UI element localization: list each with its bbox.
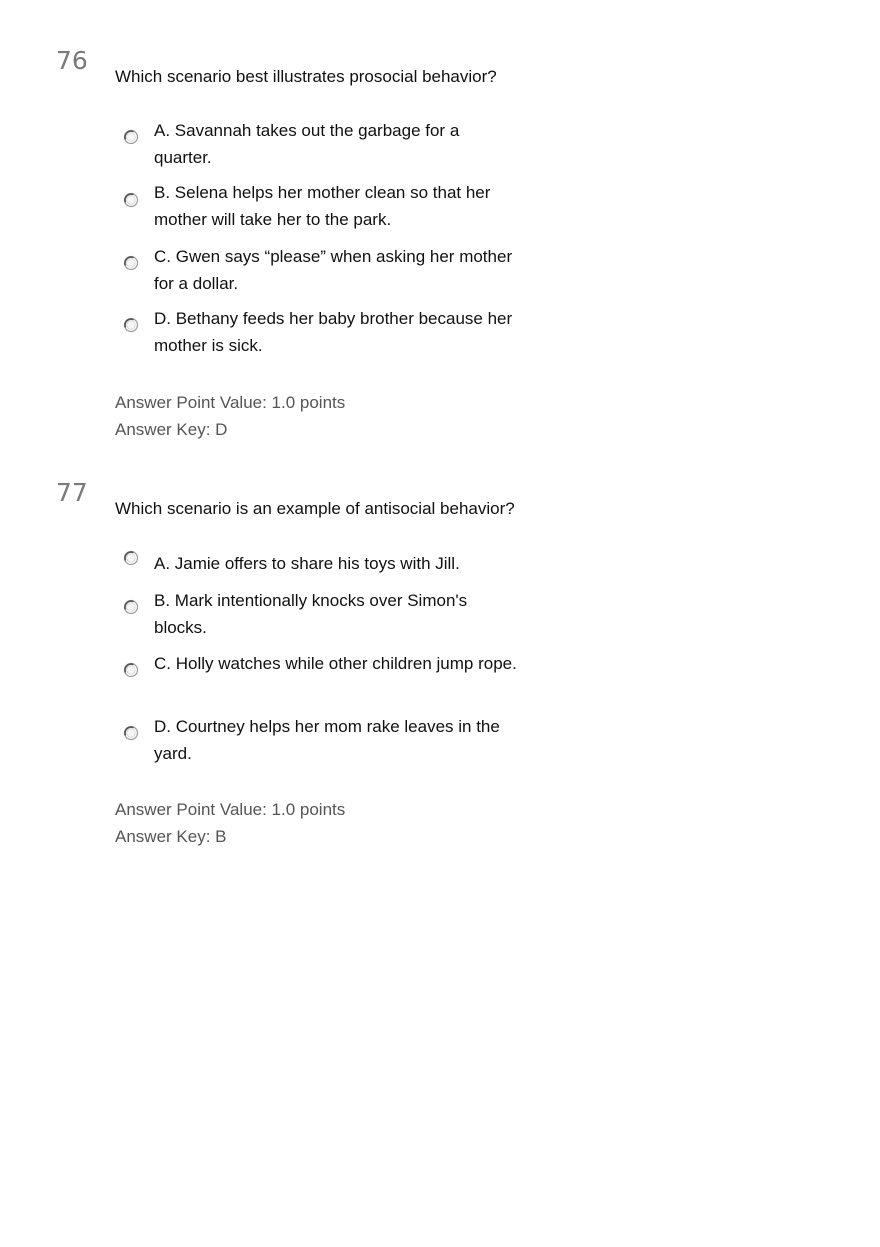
- radio-button-icon[interactable]: [123, 550, 139, 566]
- question-text: Which scenario is an example of antisocial behavior?: [115, 499, 515, 518]
- option-label: D. Courtney helps her mom rake leaves in the yard.: [154, 717, 500, 763]
- radio-button-icon[interactable]: [123, 255, 139, 271]
- option-label: A. Jamie offers to share his toys with Jill.: [154, 554, 460, 573]
- answer-point-value: Answer Point Value: 1.0 points: [115, 800, 346, 819]
- option-label: C. Gwen says “please” when asking her mother for a dollar.: [154, 247, 513, 293]
- option-label: D. Bethany feeds her baby brother because her mother is sick.: [154, 309, 513, 355]
- question-number: 77: [56, 478, 88, 507]
- question-number: 76: [56, 46, 88, 75]
- radio-button-icon[interactable]: [123, 662, 139, 678]
- answer-key: Answer Key: D: [115, 420, 228, 439]
- radio-button-icon[interactable]: [123, 317, 139, 333]
- option-label: B. Selena helps her mother clean so that her mother will take her to the park.: [154, 183, 491, 229]
- answer-point-value: Answer Point Value: 1.0 points: [115, 393, 346, 412]
- radio-button-icon[interactable]: [123, 129, 139, 145]
- answer-key: Answer Key: B: [115, 827, 227, 846]
- question-text: Which scenario best illustrates prosocial behavior?: [115, 67, 497, 86]
- option-label: C. Holly watches while other children jump rope.: [154, 654, 517, 673]
- radio-button-icon[interactable]: [123, 192, 139, 208]
- option-label: A. Savannah takes out the garbage for a quarter.: [154, 121, 460, 167]
- radio-button-icon[interactable]: [123, 599, 139, 615]
- radio-button-icon[interactable]: [123, 725, 139, 741]
- option-label: B. Mark intentionally knocks over Simon's blocks.: [154, 591, 468, 637]
